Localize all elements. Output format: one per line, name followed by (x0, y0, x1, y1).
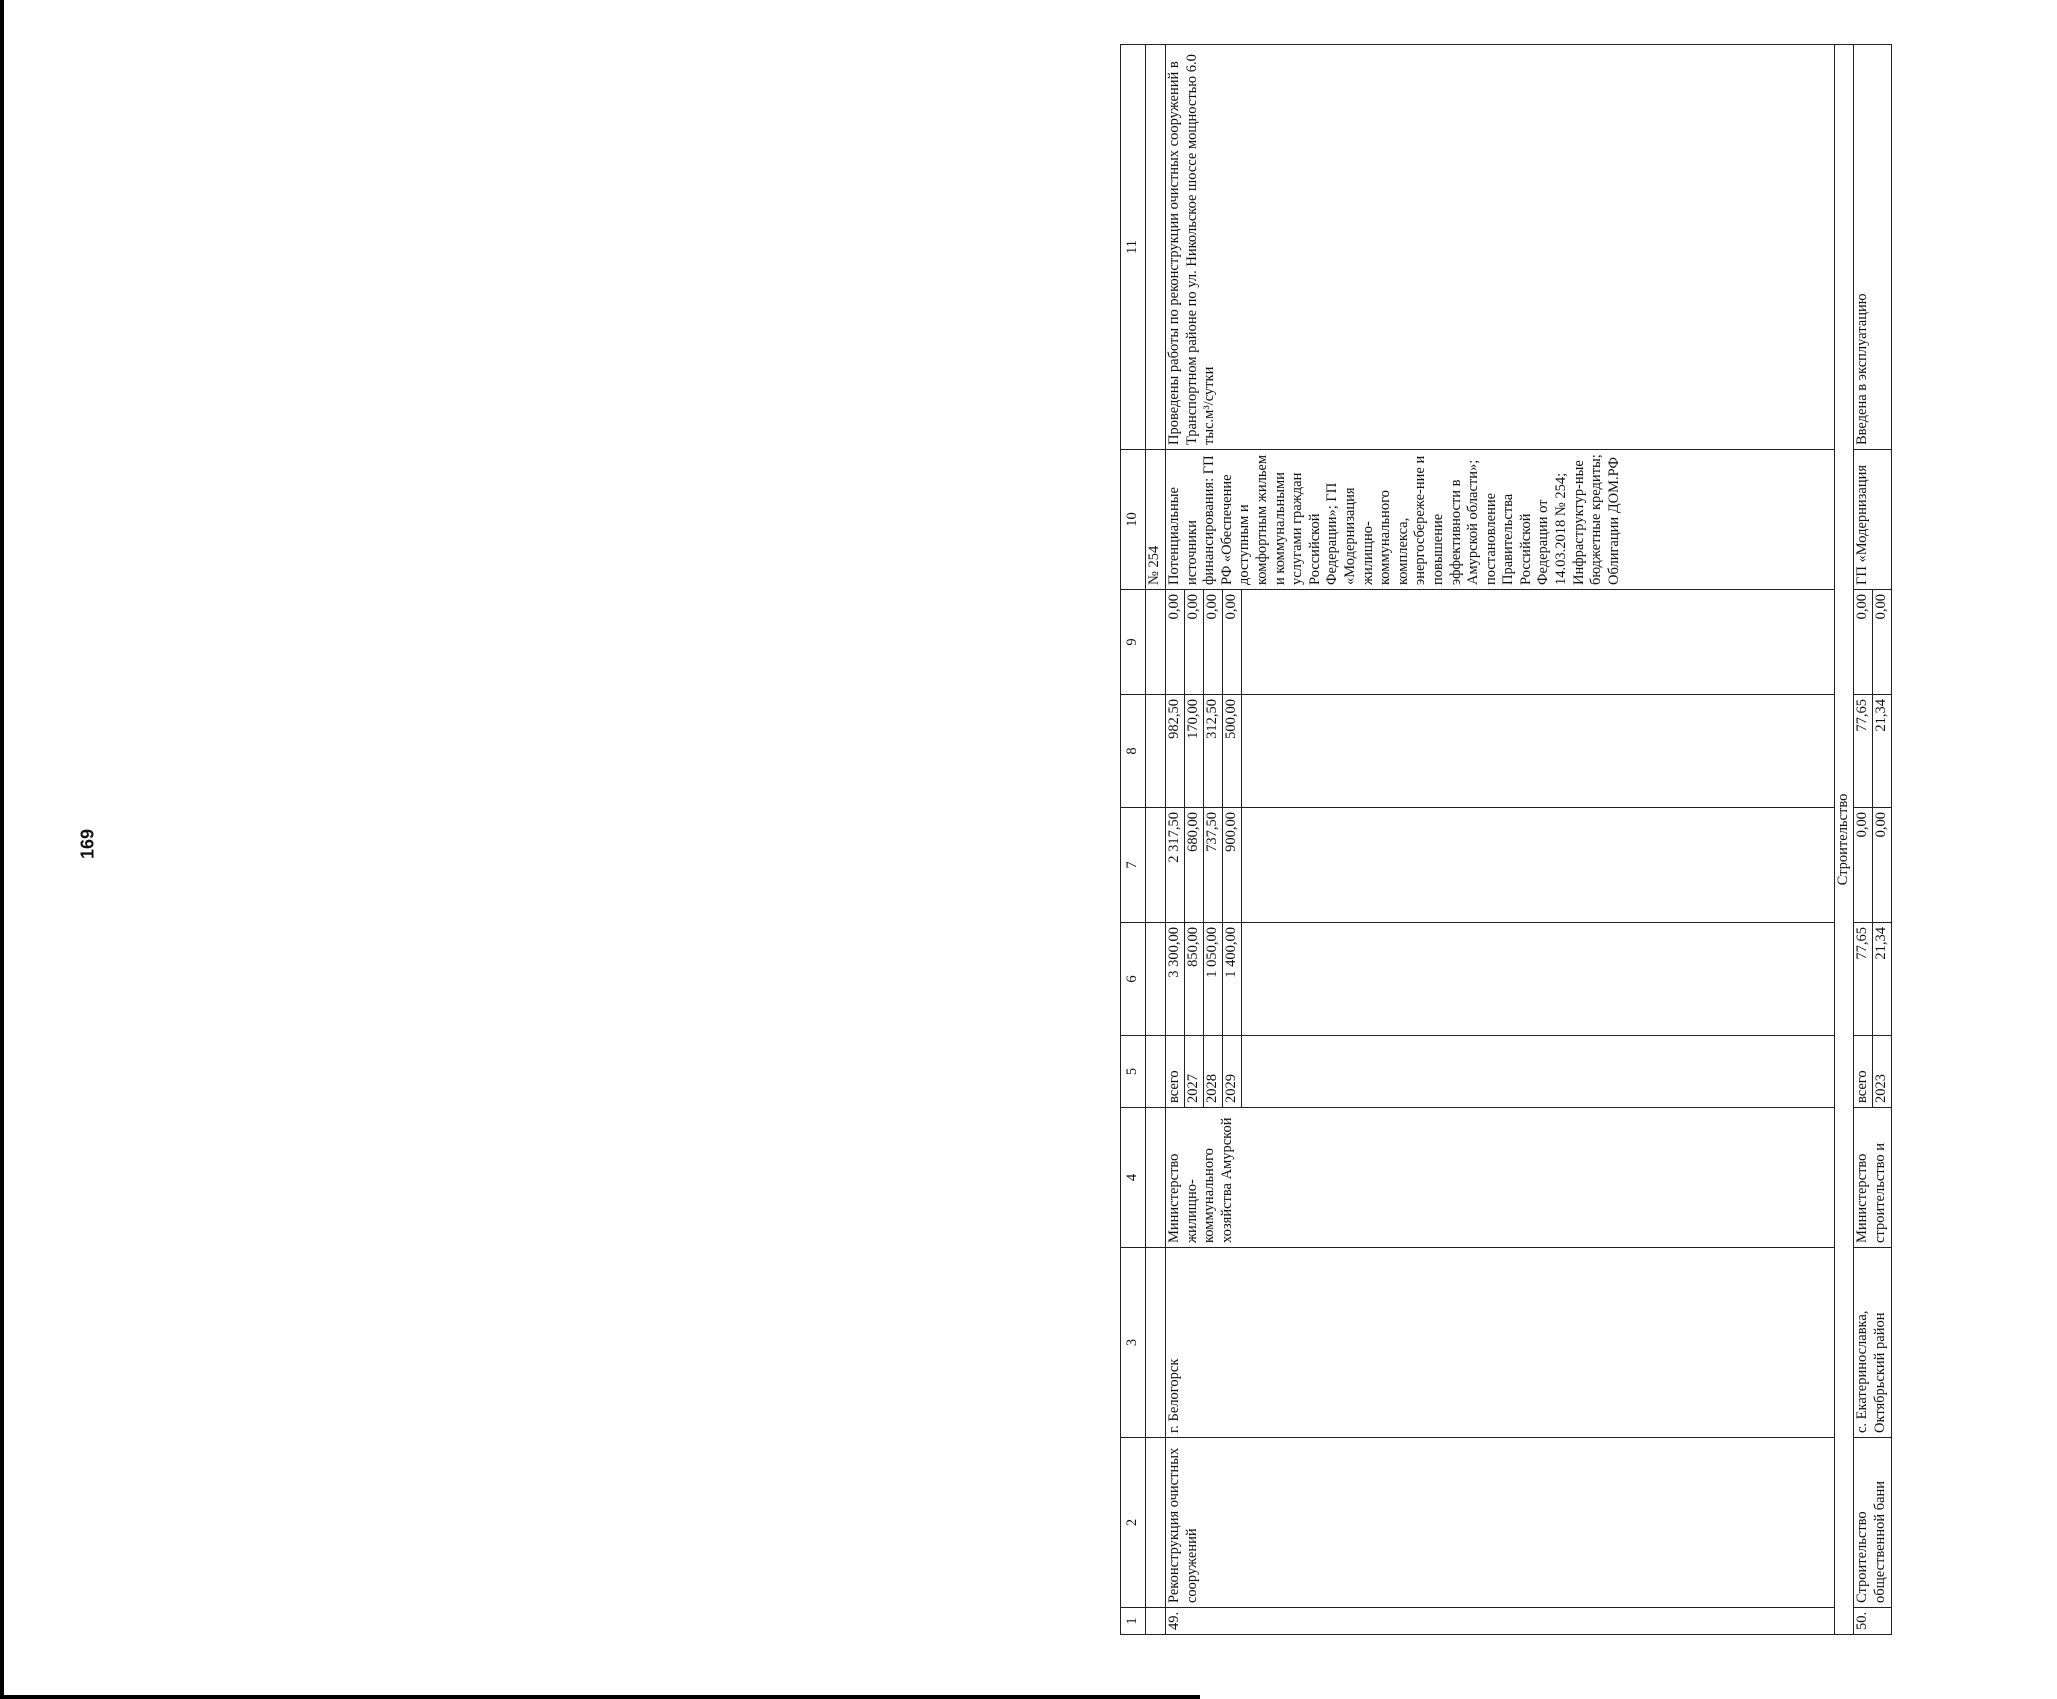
row49-total-c6: 3 300,00 (1166, 923, 1185, 1036)
table-row-49 (1166, 45, 1185, 1635)
col-header-5: 5 (1121, 1036, 1146, 1108)
scan-edge-bottom (0, 1695, 1200, 1699)
row49-executor: Министерство жилищно-коммунального хозяйства Амурской (1166, 1108, 1835, 1248)
row50-c8: 21,34 (1873, 695, 1892, 808)
rotated-table-sheet (1120, 45, 2057, 1635)
table-row-prev-continuation (1146, 45, 1166, 1635)
row49-c7: 680,00 (1185, 808, 1204, 923)
row49-name: Реконструкция очистных сооружений (1166, 1438, 1835, 1608)
row50-result: Введена в эксплуатацию (1854, 45, 1892, 450)
row49-c7: 900,00 (1223, 808, 1242, 923)
row50-executor: Министерство строительство и (1854, 1108, 1892, 1248)
row50-number: 50. (1854, 1608, 1892, 1635)
row49-c9: 0,00 (1185, 590, 1204, 695)
col-header-7: 7 (1121, 808, 1146, 923)
col-header-6: 6 (1121, 923, 1146, 1036)
row50-year-total: всего (1854, 1036, 1873, 1108)
row49-year-total: всего (1166, 1036, 1185, 1108)
row49-total-c9: 0,00 (1166, 590, 1185, 695)
section-row (1835, 45, 1854, 1635)
row49-result: Проведены работы по реконструкции очистных сооружений в Транспортном районе по ул. Никольское шоссе мощностью 6.0 тыс.м³/сутки (1166, 45, 1835, 450)
row50-total-c8: 77,65 (1854, 695, 1873, 808)
col-header-9: 9 (1121, 590, 1146, 695)
row49-c7: 737,50 (1204, 808, 1223, 923)
col-header-3: 3 (1121, 1248, 1146, 1438)
row50-c9: 0,00 (1873, 590, 1892, 695)
row50-c6: 21,34 (1873, 923, 1892, 1036)
row50-c7: 0,00 (1873, 808, 1892, 923)
program-table (1120, 44, 1892, 1635)
col-header-4: 4 (1121, 1108, 1146, 1248)
row49-year: 2029 (1223, 1036, 1242, 1108)
scan-edge-left (0, 0, 4, 1699)
col-header-2: 2 (1121, 1438, 1146, 1608)
table-row-50 (1854, 45, 1873, 1635)
row49-c9: 0,00 (1204, 590, 1223, 695)
row50-name: Строительство общественной бани (1854, 1438, 1892, 1608)
column-number-row (1121, 45, 1146, 1635)
row49-total-c8: 982,50 (1166, 695, 1185, 808)
row49-c6: 850,00 (1185, 923, 1204, 1036)
row50-year: 2023 (1873, 1036, 1892, 1108)
row49-place: г. Белогорск (1166, 1248, 1835, 1438)
row50-sources: ГП «Модернизация (1854, 450, 1892, 590)
row49-sources: Потенциальные источники финансирования: ГП РФ «Обеспечение доступным и комфортным жильем и коммунальными услугами граждан Российской Федерации»; ГП «Модернизация жилищно-коммунального комплекса, энергосбереже-ние и повышение эффективности в Амурской области»; постановление Правительства Российской Федерации от 14.03.2018 № 254; Инфраструктур-ные бюджетные кредиты; Облигации ДОМ.РФ (1166, 450, 1835, 590)
row49-c8: 312,50 (1204, 695, 1223, 808)
row50-total-c7: 0,00 (1854, 808, 1873, 923)
row50-place: с. Екатеринославка, Октябрьский район (1854, 1248, 1892, 1438)
row49-c8: 170,00 (1185, 695, 1204, 808)
row49-total-c7: 2 317,50 (1166, 808, 1185, 923)
col-header-1: 1 (1121, 1608, 1146, 1635)
row49-c6: 1 050,00 (1204, 923, 1223, 1036)
row49-c8: 500,00 (1223, 695, 1242, 808)
row50-total-c6: 77,65 (1854, 923, 1873, 1036)
row49-number: 49. (1166, 1608, 1835, 1635)
row49-c9: 0,00 (1223, 590, 1242, 695)
row49-year: 2028 (1204, 1036, 1223, 1108)
row49-c6: 1 400,00 (1223, 923, 1242, 1036)
section-label: Строительство (1835, 45, 1854, 1635)
row50-total-c9: 0,00 (1854, 590, 1873, 695)
prev-note: № 254 (1146, 450, 1166, 590)
row49-year: 2027 (1185, 1036, 1204, 1108)
page-number: 169 (77, 828, 98, 859)
col-header-11: 11 (1121, 45, 1146, 450)
col-header-8: 8 (1121, 695, 1146, 808)
col-header-10: 10 (1121, 450, 1146, 590)
